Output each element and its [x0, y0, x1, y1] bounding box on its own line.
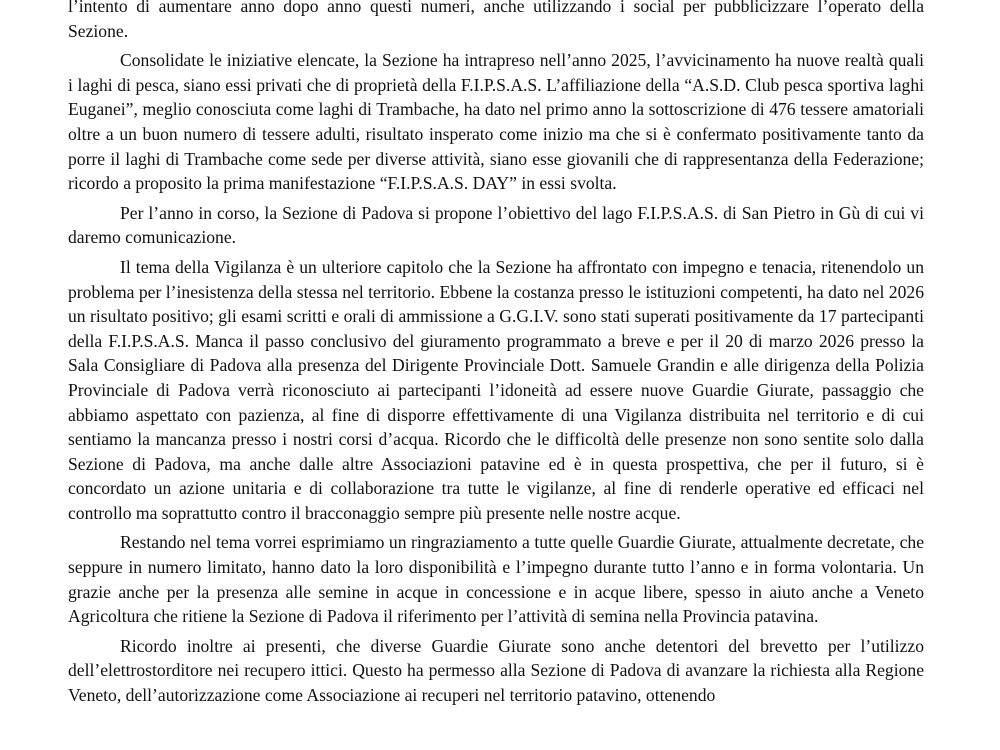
paragraph-vigilanza: Il tema della Vigilanza è un ulteriore capitolo che la Sezione ha affrontato con impegno e tenacia, ritenendolo un problema per l’inesistenza della stessa nel territorio. Ebbene la costanza presso le istituzioni competenti, ha dato nel 2026 un risultato positivo; gli esami scritti e orali di ammissione a G.G.I.V. sono stati superati positivamente da 17 partecipanti della F.I.P.S.A.S. Manca il passo conclusivo del giuramento programmato a breve e per il 20 di marzo 2026 presso la Sala Consigliare di Padova alla presenza del Dirigente Provinciale Dott. Samuele Grandin e alle dirigenza della Polizia Provinciale di Padova verrà riconosciuto ai partecipanti l’idoneità ad essere nuove Guardie Giurate, passaggio che abbiamo aspettato con pazienza, al fine di disporre effettivamente di una Vigilanza distribuita nel territorio e di cui sentiamo la mancanza presso i nostri corsi d’acqua. Ricordo che le difficoltà delle presenze non sono sentite solo dalla Sezione di Padova, ma anche dalle altre Associazioni patavine ed è in questa prospettiva, che per il futuro, si è concordato un azione unitaria e di collaborazione tra tutte le vigilanze, al fine di renderle operative ed efficaci nel controllo ma soprattutto contro il bracconaggio sempre più presente nelle nostre acque.: [68, 256, 924, 523]
paragraph-elettrostorditore: Ricordo inoltre ai presenti, che diverse Guardie Giurate sono anche detentori del brevetto per l’utilizzo dell’elettrostorditore nei recupero ittici. Questo ha permesso alla Sezione di Padova di avanzare la richiesta alla Regione Veneto, dell’autorizzazione come Associazione ai recuperi nel territorio patavino, ottenendo: [68, 635, 924, 706]
paragraph-san-pietro-in-gu: Per l’anno in corso, la Sezione di Padova si propone l’obiettivo del lago F.I.P.S.A.S. di San Pietro in Gù di cui vi daremo comunicazione.: [68, 202, 924, 248]
document-page: [68, 0, 924, 713]
paragraph-continuation: l’intento di aumentare anno dopo anno questi numeri, anche utilizzando i social per pubblicizzare l’operato della Sezione.: [68, 0, 924, 41]
paragraph-ringraziamento: Restando nel tema vorrei esprimiamo un ringraziamento a tutte quelle Guardie Giurate, attualmente decretate, che seppure in numero limitato, hanno dato la loro disponibilità e l’impegno durante tutto l’anno e in forma volontaria. Un grazie anche per la presenza alle semine in acque in concessione e in acque libere, spesso in aiuto anche a Veneto Agricoltura che ritiene la Sezione di Padova il riferimento per l’attività di semina nella Provincia patavina.: [68, 532, 924, 627]
paragraph-laghi-di-pesca: Consolidate le iniziative elencate, la Sezione ha intrapreso nell’anno 2025, l’avvicinamento ha nuove realtà quali i laghi di pesca, siano essi privati che di proprietà della F.I.P.S.A.S. L’affiliazione della “A.S.D. Club pesca sportiva laghi Euganei”, meglio conosciuta come laghi di Trambache, ha dato nel primo anno la sottoscrizione di 476 tessere amatoriali oltre a un buon numero di tessere adulti, risultato insperato come inizio ma che si è confermato positivamente tanto da porre il laghi di Trambache come sede per diverse attività, siano esse giovanili che di rappresentanza della Federazione; ricordo a proposito la prima manifestazione “F.I.P.S.A.S. DAY” in essi svolta.: [68, 50, 924, 194]
